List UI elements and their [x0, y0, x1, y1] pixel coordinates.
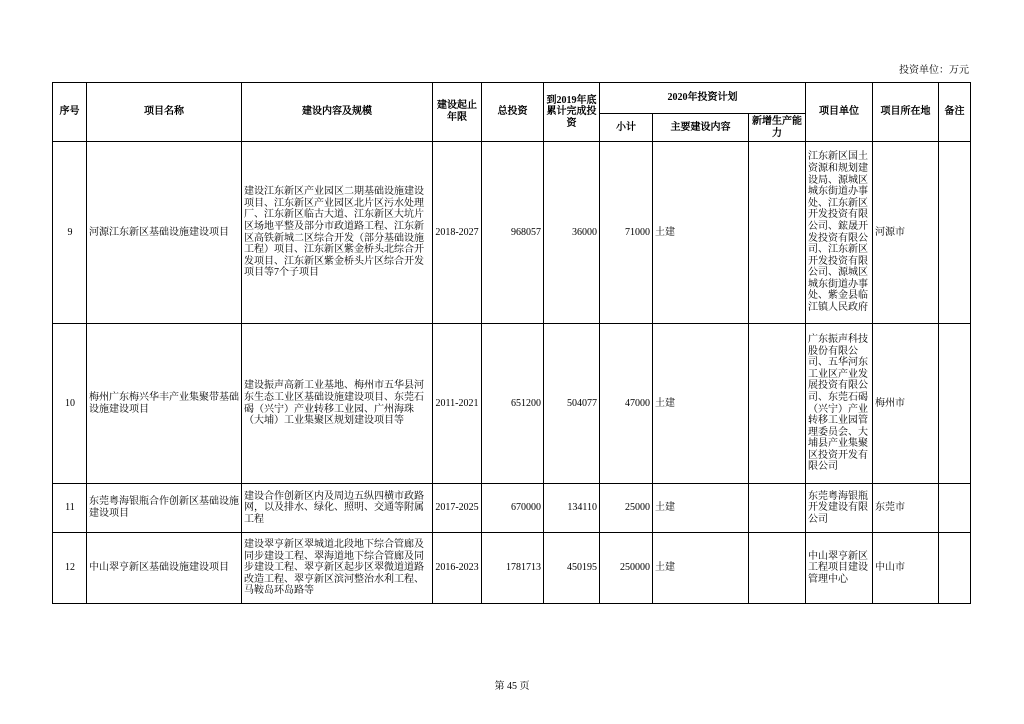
- cell-new-capacity: [749, 324, 806, 484]
- header-total: 总投资: [482, 83, 544, 142]
- cell-new-capacity: [749, 142, 806, 324]
- header-plan-2020: 2020年投资计划: [600, 83, 806, 114]
- cell-total: 651200: [482, 324, 544, 484]
- cell-remark: [939, 533, 971, 604]
- cell-no: 11: [53, 484, 87, 533]
- cell-name: 河源江东新区基础设施建设项目: [87, 142, 242, 324]
- cell-remark: [939, 324, 971, 484]
- cell-total: 968057: [482, 142, 544, 324]
- table-row: [53, 484, 971, 533]
- header-no: 序号: [53, 83, 87, 142]
- cell-main-content: 土建: [653, 142, 749, 324]
- header-main-content: 主要建设内容: [653, 114, 749, 142]
- header-remark: 备注: [939, 83, 971, 142]
- header-unit: 项目单位: [806, 83, 873, 142]
- cell-subtotal: 250000: [600, 533, 653, 604]
- cell-remark: [939, 484, 971, 533]
- cell-location: 中山市: [873, 533, 939, 604]
- cell-period: 2018-2027: [433, 142, 482, 324]
- cell-period: 2016-2023: [433, 533, 482, 604]
- header-name: 项目名称: [87, 83, 242, 142]
- cell-content: 建设合作创新区内及周边五纵四横市政路网，以及排水、绿化、照明、交通等附属工程: [242, 484, 433, 533]
- header-subtotal: 小计: [600, 114, 653, 142]
- cell-remark: [939, 142, 971, 324]
- cell-no: 9: [53, 142, 87, 324]
- cell-unit: 广东振声科技股份有限公司、五华河东工业区产业发展投资有限公司、东莞石碣（兴宁）产业转移工业园管理委员会、大埔县产业集聚区投资开发有限公司: [806, 324, 873, 484]
- cell-new-capacity: [749, 484, 806, 533]
- cell-period: 2011-2021: [433, 324, 482, 484]
- cell-main-content: 土建: [653, 324, 749, 484]
- cell-location: 梅州市: [873, 324, 939, 484]
- cell-total: 670000: [482, 484, 544, 533]
- cell-content: 建设翠亨新区翠城道北段地下综合管廊及同步建设工程、翠海道地下综合管廊及同步建设工程、翠亨新区起步区翠微道道路改造工程、翠亨新区滨河整治水利工程、马鞍岛环岛路等: [242, 533, 433, 604]
- cell-completed: 504077: [544, 324, 600, 484]
- header-completed: 到2019年底累计完成投资: [544, 83, 600, 142]
- cell-completed: 36000: [544, 142, 600, 324]
- cell-unit: 中山翠亨新区工程项目建设管理中心: [806, 533, 873, 604]
- cell-subtotal: 71000: [600, 142, 653, 324]
- header-period: 建设起止年限: [433, 83, 482, 142]
- cell-main-content: 土建: [653, 484, 749, 533]
- header-location: 项目所在地: [873, 83, 939, 142]
- cell-location: 东莞市: [873, 484, 939, 533]
- header-new-capacity: 新增生产能力: [749, 114, 806, 142]
- cell-new-capacity: [749, 533, 806, 604]
- table-header: [53, 83, 971, 142]
- cell-content: 建设振声高新工业基地、梅州市五华县河东生态工业区基础设施建设项目、东莞石碣（兴宁）产业转移工业园、广州海珠（大埔）工业集聚区规划建设项目等: [242, 324, 433, 484]
- cell-content: 建设江东新区产业园区二期基础设施建设项目、江东新区产业园区北片区污水处理厂、江东新区临古大道、江东新区大坑片区场地平整及部分市政道路工程、江东新区高铁新城二区综合开发（部分基础设施工程）项目、江东新区紫金桥头北综合开发项目、江东新区紫金桥头片区综合开发项目等7个子项目: [242, 142, 433, 324]
- cell-unit: 江东新区国土资源和规划建设局、源城区城东街道办事处、江东新区开发投资有限公司、鋐晟开发投资有限公司、江东新区开发投资有限公司、源城区城东街道办事处、紫金县临江镇人民政府: [806, 142, 873, 324]
- cell-name: 中山翠亨新区基础设施建设项目: [87, 533, 242, 604]
- cell-name: 梅州广东梅兴华丰产业集聚带基础设施建设项目: [87, 324, 242, 484]
- table-row: [53, 142, 971, 324]
- cell-completed: 134110: [544, 484, 600, 533]
- cell-no: 12: [53, 533, 87, 604]
- table-row: [53, 533, 971, 604]
- cell-no: 10: [53, 324, 87, 484]
- header-content: 建设内容及规模: [242, 83, 433, 142]
- cell-subtotal: 25000: [600, 484, 653, 533]
- page-number: 第 45 页: [494, 681, 530, 692]
- cell-completed: 450195: [544, 533, 600, 604]
- cell-main-content: 土建: [653, 533, 749, 604]
- cell-unit: 东莞粤海银瓶开发建设有限公司: [806, 484, 873, 533]
- investment-plan-table: [52, 82, 971, 604]
- table-row: [53, 324, 971, 484]
- cell-subtotal: 47000: [600, 324, 653, 484]
- cell-name: 东莞粤海银瓶合作创新区基础设施建设项目: [87, 484, 242, 533]
- cell-period: 2017-2025: [433, 484, 482, 533]
- cell-total: 1781713: [482, 533, 544, 604]
- investment-unit-note: 投资单位：万元: [899, 65, 969, 76]
- cell-location: 河源市: [873, 142, 939, 324]
